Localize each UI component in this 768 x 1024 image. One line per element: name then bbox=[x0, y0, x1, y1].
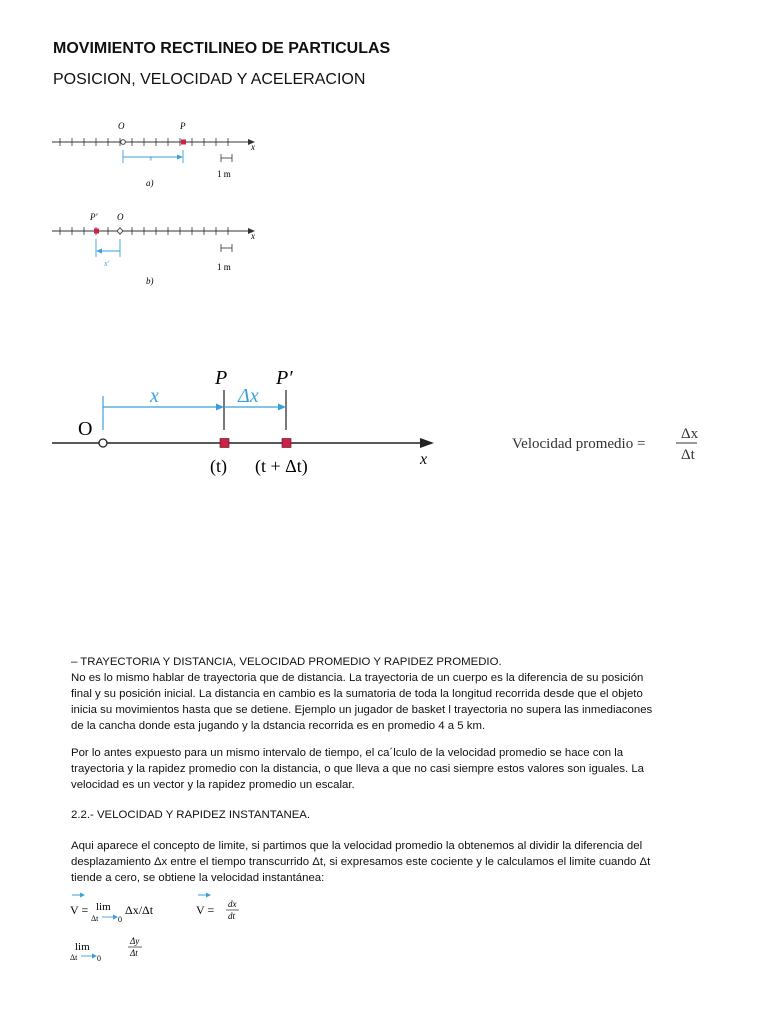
origin-marker bbox=[99, 439, 107, 447]
x-span-label: x bbox=[149, 153, 153, 163]
average-velocity-label: Velocidad promedio = bbox=[512, 436, 646, 452]
axis-label: x bbox=[251, 231, 255, 241]
time-t-dt-label: (t + Δt) bbox=[255, 456, 308, 476]
vector-arrow-icon bbox=[206, 893, 211, 898]
limit-operator: lim bbox=[75, 941, 90, 953]
difference-quotient: Δx/Δt bbox=[125, 903, 154, 917]
text-line: inicia su movimientos hasta que se detiene. Ejemplo un jugador de basket l trayectoria no supera las inmediacones bbox=[71, 704, 653, 716]
text-line: No es lo mismo hablar de trayectoria que de distancia. La trayectoria de un cuerpo es la diferencia de su posición bbox=[71, 672, 644, 684]
figure-b bbox=[48, 208, 268, 293]
x-span-label: x′ bbox=[104, 259, 110, 268]
fraction-denominator: Δt bbox=[130, 948, 138, 958]
point-p-prime-label: P′ bbox=[276, 367, 293, 389]
dx-span-arrowhead bbox=[278, 404, 286, 411]
fraction-denominator: Δt bbox=[681, 447, 695, 463]
text-line: trayectoria y la rapidez promedio con la distancia, o que lleva a que no casi siempre estos valores son iguales. La bbox=[71, 763, 645, 775]
x-span-arrowhead bbox=[96, 249, 102, 254]
point-label: P′ bbox=[90, 212, 98, 222]
figure-c bbox=[48, 360, 448, 485]
point-label: P bbox=[180, 121, 186, 131]
text-line: tiende a cero, se obtiene la velocidad instantánea: bbox=[71, 872, 325, 884]
point-p-prime-marker bbox=[282, 439, 291, 448]
time-t-label: (t) bbox=[210, 456, 227, 476]
fraction-numerator: Δx bbox=[681, 426, 699, 442]
limit-subscript-delta-t: Δt bbox=[91, 914, 99, 923]
origin-label: O bbox=[117, 212, 124, 222]
figure-caption: a) bbox=[146, 178, 154, 188]
velocity-symbol: V = bbox=[196, 903, 215, 917]
section-1-title: – TRAYECTORIA Y DISTANCIA, VELOCIDAD PROMEDIO Y RAPIDEZ PROMEDIO. bbox=[71, 656, 502, 668]
instant-velocity-formulas bbox=[66, 888, 266, 928]
average-velocity-formula bbox=[508, 422, 708, 466]
limit-subscript-delta-t: Δt bbox=[70, 953, 78, 962]
text-line: Aqui aparece el concepto de limite, si partimos que la velocidad promedio la obtenemos al dividir la diferencia del bbox=[71, 840, 643, 852]
paragraph-1 bbox=[71, 670, 691, 734]
text-line: final y su posición inicial. La distancia en cambio es la sumatoria de toda la longitud recorrida desde que el objeto bbox=[71, 688, 643, 700]
vector-arrow-icon bbox=[80, 893, 85, 898]
limit-subscript-zero: 0 bbox=[97, 954, 101, 963]
paragraph-2 bbox=[71, 745, 691, 793]
document-title: MOVIMIENTO RECTILINEO DE PARTICULAS bbox=[53, 40, 391, 57]
text-line: de la cancha donde esta jugando y la dstancia recorrida es en promedio 4 a 5 km. bbox=[71, 720, 486, 732]
derivative-numerator: dx bbox=[228, 899, 237, 909]
velocity-symbol: V = bbox=[70, 903, 89, 917]
axis-label: x bbox=[420, 451, 428, 468]
axis-arrowhead bbox=[420, 438, 434, 448]
limit-formula-2 bbox=[66, 934, 166, 968]
text-line: Por lo antes expuesto para un mismo intervalo de tiempo, el ca´lculo de la velocidad promedio se hace con la bbox=[71, 747, 624, 759]
point-p-label: P bbox=[215, 367, 228, 389]
origin-label: O bbox=[78, 418, 93, 440]
document-subtitle: POSICION, VELOCIDAD Y ACELERACION bbox=[53, 71, 366, 88]
limit-subscript-zero: 0 bbox=[118, 915, 122, 924]
x-span-arrowhead bbox=[177, 155, 183, 160]
point-p-prime-marker bbox=[94, 229, 99, 234]
point-p-marker bbox=[181, 140, 186, 145]
x-span-label: x bbox=[150, 385, 159, 407]
text-line: velocidad es un vector y la rapidez promedio un escalar. bbox=[71, 779, 355, 791]
origin-label: O bbox=[118, 121, 125, 131]
text-line: desplazamiento Δx entre el tiempo transcurrido Δt, si expresamos este cociente y le calculamos el limite cuando Δt bbox=[71, 856, 651, 868]
section-2-title: 2.2.- VELOCIDAD Y RAPIDEZ INSTANTANEA. bbox=[71, 809, 311, 821]
figure-caption: b) bbox=[146, 276, 154, 286]
figure-a bbox=[48, 115, 268, 195]
axis-label: x bbox=[251, 142, 255, 152]
dx-span-label: Δx bbox=[238, 385, 259, 407]
origin-marker bbox=[121, 140, 126, 145]
scale-label: 1 m bbox=[217, 262, 231, 272]
fraction-numerator: Δy bbox=[130, 936, 140, 946]
point-p-marker bbox=[220, 439, 229, 448]
paragraph-3 bbox=[71, 838, 691, 886]
derivative-denominator: dt bbox=[228, 911, 236, 921]
origin-marker bbox=[118, 229, 123, 234]
x-span-arrowhead bbox=[216, 404, 224, 411]
scale-label: 1 m bbox=[217, 169, 231, 179]
limit-operator: lim bbox=[96, 901, 111, 913]
